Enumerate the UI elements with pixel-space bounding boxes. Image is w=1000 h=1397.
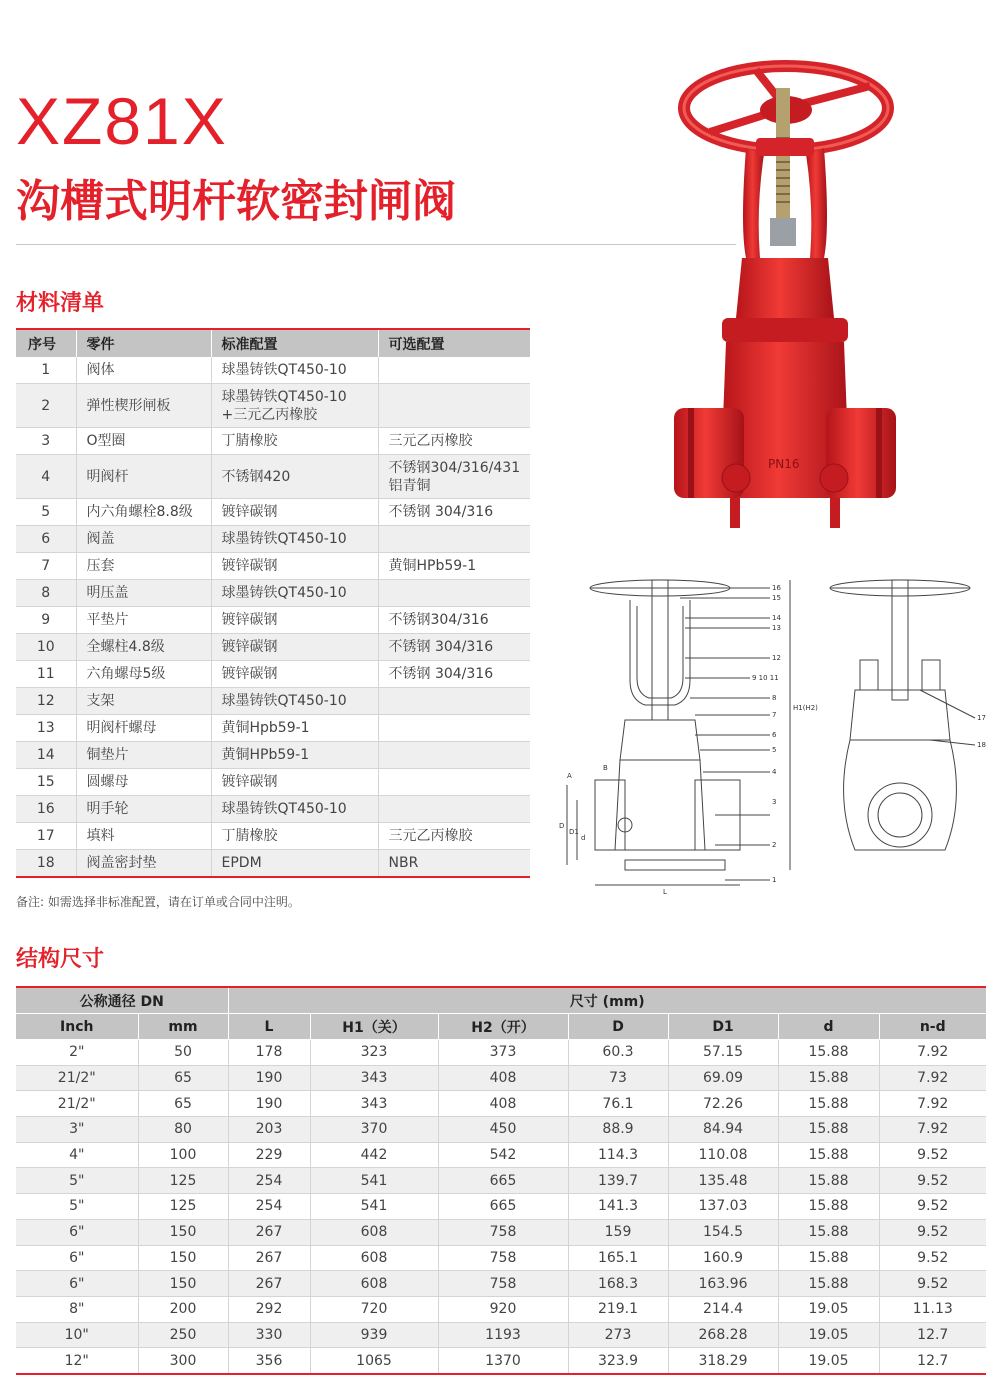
bom-cell-optional — [378, 688, 530, 715]
dims-cell: 254 — [228, 1168, 310, 1194]
bom-table — [16, 328, 530, 878]
dims-cell: 203 — [228, 1117, 310, 1143]
dims-col-d: d — [778, 1014, 879, 1040]
bom-cell-part: 内六角螺栓8.8级 — [76, 499, 211, 526]
bom-row — [16, 607, 530, 634]
dims-cell: 21/2" — [16, 1091, 138, 1117]
dims-cell: 190 — [228, 1065, 310, 1091]
dims-cell: 268.28 — [668, 1322, 778, 1348]
dims-cell: 154.5 — [668, 1219, 778, 1245]
bom-cell-optional — [378, 526, 530, 553]
dims-cell: 69.09 — [668, 1065, 778, 1091]
dims-cell: 15.88 — [778, 1142, 879, 1168]
dims-cell: 88.9 — [568, 1117, 668, 1143]
dims-cell: 267 — [228, 1245, 310, 1271]
dims-cell: 665 — [438, 1194, 568, 1220]
dims-cell: 442 — [310, 1142, 438, 1168]
dims-row — [16, 1219, 986, 1245]
dimensions-table — [16, 986, 986, 1375]
callout-9-10-11: 9 10 11 — [752, 674, 779, 682]
bom-cell-no: 4 — [16, 455, 76, 499]
dims-cell: 323.9 — [568, 1348, 668, 1374]
dims-cell: 159 — [568, 1219, 668, 1245]
dims-cell: 267 — [228, 1271, 310, 1297]
bom-section-title: 材料清单 — [16, 291, 105, 316]
dims-cell: 758 — [438, 1219, 568, 1245]
dims-cell: 190 — [228, 1091, 310, 1117]
bom-col-part: 零件 — [76, 329, 211, 357]
dims-row — [16, 1322, 986, 1348]
product-title: 沟槽式明杆软密封闸阀 — [16, 176, 456, 227]
dims-group-size: 尺寸 (mm) — [228, 987, 986, 1014]
dims-row — [16, 1091, 986, 1117]
dims-cell: 160.9 — [668, 1245, 778, 1271]
bom-cell-standard: 球墨铸铁QT450-10 — [211, 526, 378, 553]
dim-label-h: H1(H2) — [793, 704, 818, 712]
bom-row — [16, 661, 530, 688]
dims-row — [16, 1296, 986, 1322]
dims-cell: 7.92 — [879, 1040, 986, 1066]
bom-cell-part: 填料 — [76, 823, 211, 850]
dims-cell: 163.96 — [668, 1271, 778, 1297]
dims-col-n-d: n-d — [879, 1014, 986, 1040]
dim-label-d: D — [559, 822, 565, 830]
bom-cell-standard: 不锈钢420 — [211, 455, 378, 499]
dims-cell: 9.52 — [879, 1168, 986, 1194]
dims-row — [16, 1348, 986, 1374]
dims-group-dn: 公称通径 DN — [16, 987, 228, 1014]
bom-row — [16, 742, 530, 769]
bom-cell-optional: 不锈钢304/316/431 铝青铜 — [378, 455, 530, 499]
dim-label-d1: D1 — [569, 828, 579, 836]
dims-row — [16, 1117, 986, 1143]
dims-cell: 1193 — [438, 1322, 568, 1348]
dims-cell: 3" — [16, 1117, 138, 1143]
callout-17: 17 — [977, 714, 986, 722]
dims-cell: 370 — [310, 1117, 438, 1143]
technical-drawing — [555, 570, 985, 900]
bom-cell-standard: 镀锌碳钢 — [211, 607, 378, 634]
dims-cell: 15.88 — [778, 1040, 879, 1066]
dims-cell: 214.4 — [668, 1296, 778, 1322]
dims-cell: 110.08 — [668, 1142, 778, 1168]
bom-cell-standard: 镀锌碳钢 — [211, 499, 378, 526]
bom-cell-no: 9 — [16, 607, 76, 634]
dims-cell: 608 — [310, 1219, 438, 1245]
bom-row — [16, 688, 530, 715]
bom-row — [16, 357, 530, 384]
callout-4: 4 — [772, 768, 777, 776]
dims-cell: 72.26 — [668, 1091, 778, 1117]
dims-cell: 1370 — [438, 1348, 568, 1374]
dims-cell: 135.48 — [668, 1168, 778, 1194]
dims-cell: 356 — [228, 1348, 310, 1374]
body-mark: PN16 — [768, 457, 800, 471]
dims-col-l: L — [228, 1014, 310, 1040]
dims-cell: 50 — [138, 1040, 228, 1066]
bom-cell-part: 六角螺母5级 — [76, 661, 211, 688]
dims-cell: 200 — [138, 1296, 228, 1322]
bom-cell-standard: EPDM — [211, 850, 378, 878]
dims-cell: 343 — [310, 1065, 438, 1091]
bom-cell-no: 6 — [16, 526, 76, 553]
dims-cell: 542 — [438, 1142, 568, 1168]
bom-header-row — [16, 329, 530, 357]
dims-cell: 168.3 — [568, 1271, 668, 1297]
dims-cell: 57.15 — [668, 1040, 778, 1066]
dims-cell: 6" — [16, 1219, 138, 1245]
dims-cell: 15.88 — [778, 1168, 879, 1194]
dims-cell: 330 — [228, 1322, 310, 1348]
bom-cell-no: 5 — [16, 499, 76, 526]
bom-cell-standard: 丁腈橡胶 — [211, 428, 378, 455]
bom-row — [16, 634, 530, 661]
bom-row — [16, 769, 530, 796]
dims-cell: 150 — [138, 1271, 228, 1297]
dims-cell: 21/2" — [16, 1065, 138, 1091]
callout-6: 6 — [772, 731, 777, 739]
dims-cell: 300 — [138, 1348, 228, 1374]
bom-cell-no: 1 — [16, 357, 76, 384]
dims-cell: 720 — [310, 1296, 438, 1322]
bom-cell-part: 铜垫片 — [76, 742, 211, 769]
bom-cell-part: 阀盖密封垫 — [76, 850, 211, 878]
dims-cell: 343 — [310, 1091, 438, 1117]
bom-cell-standard: 球墨铸铁QT450-10 — [211, 688, 378, 715]
dims-cell: 7.92 — [879, 1091, 986, 1117]
dims-cell: 4" — [16, 1142, 138, 1168]
bom-cell-optional — [378, 580, 530, 607]
bom-cell-part: 阀盖 — [76, 526, 211, 553]
dims-cell: 318.29 — [668, 1348, 778, 1374]
dims-cell: 139.7 — [568, 1168, 668, 1194]
dims-cell: 7.92 — [879, 1065, 986, 1091]
dims-cell: 12" — [16, 1348, 138, 1374]
dims-col-mm: mm — [138, 1014, 228, 1040]
dims-cell: 60.3 — [568, 1040, 668, 1066]
bom-cell-part: 弹性楔形闸板 — [76, 384, 211, 428]
bom-cell-no: 10 — [16, 634, 76, 661]
callout-14: 14 — [772, 614, 781, 622]
dims-section-title: 结构尺寸 — [16, 947, 105, 972]
dims-cell: 15.88 — [778, 1271, 879, 1297]
bom-cell-no: 15 — [16, 769, 76, 796]
bom-cell-standard: 球墨铸铁QT450-10 — [211, 357, 378, 384]
bom-cell-optional: 不锈钢 304/316 — [378, 661, 530, 688]
bom-cell-part: 支架 — [76, 688, 211, 715]
dims-cell: 141.3 — [568, 1194, 668, 1220]
bom-cell-optional — [378, 357, 530, 384]
dims-row — [16, 1194, 986, 1220]
dims-cell: 9.52 — [879, 1271, 986, 1297]
dims-cell: 100 — [138, 1142, 228, 1168]
callout-12: 12 — [772, 654, 781, 662]
dims-cell: 19.05 — [778, 1296, 879, 1322]
bom-row — [16, 553, 530, 580]
callout-18: 18 — [977, 741, 986, 749]
dims-cell: 608 — [310, 1271, 438, 1297]
bom-cell-optional — [378, 769, 530, 796]
dims-cell: 137.03 — [668, 1194, 778, 1220]
bom-cell-standard: 丁腈橡胶 — [211, 823, 378, 850]
dims-cell: 292 — [228, 1296, 310, 1322]
callout-15: 15 — [772, 594, 781, 602]
callout-3: 3 — [772, 798, 777, 806]
dims-cell: 125 — [138, 1168, 228, 1194]
bom-cell-no: 18 — [16, 850, 76, 878]
bom-cell-part: 压套 — [76, 553, 211, 580]
bom-cell-standard: 球墨铸铁QT450-10 — [211, 580, 378, 607]
bom-cell-standard: 黄铜Hpb59-1 — [211, 715, 378, 742]
dims-cell: 665 — [438, 1168, 568, 1194]
dims-cell: 15.88 — [778, 1219, 879, 1245]
dims-row — [16, 1271, 986, 1297]
dims-cell: 758 — [438, 1245, 568, 1271]
dims-cell: 5" — [16, 1194, 138, 1220]
bom-cell-part: 明阀杆 — [76, 455, 211, 499]
dims-cell: 12.7 — [879, 1348, 986, 1374]
dims-cell: 15.88 — [778, 1117, 879, 1143]
dims-cell: 267 — [228, 1219, 310, 1245]
bom-cell-part: 明手轮 — [76, 796, 211, 823]
bom-cell-part: 平垫片 — [76, 607, 211, 634]
dims-header-row — [16, 1014, 986, 1040]
dims-cell: 273 — [568, 1322, 668, 1348]
bom-cell-standard: 镀锌碳钢 — [211, 661, 378, 688]
dims-row — [16, 1142, 986, 1168]
bom-row — [16, 384, 530, 428]
dims-cell: 219.1 — [568, 1296, 668, 1322]
dims-cell: 76.1 — [568, 1091, 668, 1117]
bom-cell-no: 14 — [16, 742, 76, 769]
bom-cell-optional — [378, 742, 530, 769]
bom-cell-part: 明阀杆螺母 — [76, 715, 211, 742]
dims-cell: 323 — [310, 1040, 438, 1066]
dims-cell: 450 — [438, 1117, 568, 1143]
dims-cell: 9.52 — [879, 1219, 986, 1245]
bom-cell-standard: 球墨铸铁QT450-10 +三元乙丙橡胶 — [211, 384, 378, 428]
dims-cell: 758 — [438, 1271, 568, 1297]
dims-cell: 9.52 — [879, 1245, 986, 1271]
bom-cell-part: 圆螺母 — [76, 769, 211, 796]
bom-cell-optional: 黄铜HPb59-1 — [378, 553, 530, 580]
bom-cell-optional: 不锈钢304/316 — [378, 607, 530, 634]
bom-col-optional: 可选配置 — [378, 329, 530, 357]
dims-cell: 408 — [438, 1091, 568, 1117]
bom-cell-optional: 三元乙丙橡胶 — [378, 428, 530, 455]
dims-col-d1: D1 — [668, 1014, 778, 1040]
dims-cell: 7.92 — [879, 1117, 986, 1143]
callout-8: 8 — [772, 694, 777, 702]
dims-cell: 19.05 — [778, 1322, 879, 1348]
bom-cell-no: 2 — [16, 384, 76, 428]
dims-cell: 15.88 — [778, 1091, 879, 1117]
dims-cell: 939 — [310, 1322, 438, 1348]
dims-cell: 15.88 — [778, 1194, 879, 1220]
dims-cell: 250 — [138, 1322, 228, 1348]
dims-cell: 15.88 — [778, 1245, 879, 1271]
bom-row — [16, 715, 530, 742]
bom-row — [16, 850, 530, 878]
dim-label-a: A — [567, 772, 572, 780]
bom-cell-no: 11 — [16, 661, 76, 688]
dims-cell: 9.52 — [879, 1194, 986, 1220]
callout-16: 16 — [772, 584, 781, 592]
bom-cell-optional: 不锈钢 304/316 — [378, 634, 530, 661]
dims-cell: 150 — [138, 1219, 228, 1245]
bom-cell-no: 17 — [16, 823, 76, 850]
dims-row — [16, 1245, 986, 1271]
bom-cell-no: 7 — [16, 553, 76, 580]
dims-cell: 125 — [138, 1194, 228, 1220]
dims-cell: 65 — [138, 1091, 228, 1117]
dims-cell: 114.3 — [568, 1142, 668, 1168]
dims-cell: 10" — [16, 1322, 138, 1348]
bom-row — [16, 580, 530, 607]
dims-cell: 9.52 — [879, 1142, 986, 1168]
callout-2: 2 — [772, 841, 777, 849]
bom-row — [16, 499, 530, 526]
dims-cell: 541 — [310, 1194, 438, 1220]
bom-cell-optional — [378, 796, 530, 823]
dims-cell: 254 — [228, 1194, 310, 1220]
dims-group-row — [16, 987, 986, 1014]
dims-row — [16, 1065, 986, 1091]
dims-cell: 19.05 — [778, 1348, 879, 1374]
bom-cell-optional: NBR — [378, 850, 530, 878]
bom-row — [16, 455, 530, 499]
dims-cell: 11.13 — [879, 1296, 986, 1322]
callout-13: 13 — [772, 624, 781, 632]
bom-col-no: 序号 — [16, 329, 76, 357]
dims-cell: 80 — [138, 1117, 228, 1143]
dims-cell: 2" — [16, 1040, 138, 1066]
bom-row — [16, 428, 530, 455]
dims-row — [16, 1040, 986, 1066]
dims-cell: 229 — [228, 1142, 310, 1168]
bom-cell-no: 12 — [16, 688, 76, 715]
bom-cell-standard: 球墨铸铁QT450-10 — [211, 796, 378, 823]
bom-cell-optional — [378, 715, 530, 742]
bom-cell-no: 3 — [16, 428, 76, 455]
dims-cell: 373 — [438, 1040, 568, 1066]
dims-col-h2: H2（开） — [438, 1014, 568, 1040]
model-number: XZ81X — [16, 84, 228, 158]
bom-cell-optional: 三元乙丙橡胶 — [378, 823, 530, 850]
bom-cell-part: 全螺柱4.8级 — [76, 634, 211, 661]
bom-cell-standard: 黄铜HPb59-1 — [211, 742, 378, 769]
bom-cell-optional: 不锈钢 304/316 — [378, 499, 530, 526]
bom-cell-no: 8 — [16, 580, 76, 607]
dims-cell: 15.88 — [778, 1065, 879, 1091]
bom-cell-standard: 镀锌碳钢 — [211, 769, 378, 796]
dims-col-h1: H1（关） — [310, 1014, 438, 1040]
dim-label-l: L — [663, 888, 667, 896]
bom-row — [16, 823, 530, 850]
dim-label-small-d: d — [581, 834, 586, 842]
dims-cell: 6" — [16, 1245, 138, 1271]
dims-cell: 178 — [228, 1040, 310, 1066]
bom-cell-optional — [378, 384, 530, 428]
bom-col-standard: 标准配置 — [211, 329, 378, 357]
bom-cell-no: 16 — [16, 796, 76, 823]
dims-cell: 608 — [310, 1245, 438, 1271]
dims-cell: 12.7 — [879, 1322, 986, 1348]
valve-photo — [660, 58, 900, 538]
bom-cell-standard: 镀锌碳钢 — [211, 553, 378, 580]
dims-cell: 408 — [438, 1065, 568, 1091]
dims-cell: 65 — [138, 1065, 228, 1091]
callout-5: 5 — [772, 746, 777, 754]
dims-cell: 150 — [138, 1245, 228, 1271]
bom-cell-part: 阀体 — [76, 357, 211, 384]
dims-row — [16, 1168, 986, 1194]
bom-cell-part: O型圈 — [76, 428, 211, 455]
bom-cell-no: 13 — [16, 715, 76, 742]
dims-cell: 5" — [16, 1168, 138, 1194]
dims-cell: 6" — [16, 1271, 138, 1297]
dim-label-b: B — [603, 764, 608, 772]
bom-row — [16, 796, 530, 823]
dims-cell: 541 — [310, 1168, 438, 1194]
dims-cell: 84.94 — [668, 1117, 778, 1143]
dims-cell: 73 — [568, 1065, 668, 1091]
dims-col-inch: Inch — [16, 1014, 138, 1040]
bom-row — [16, 526, 530, 553]
dims-cell: 165.1 — [568, 1245, 668, 1271]
callout-1: 1 — [772, 876, 777, 884]
title-divider — [16, 244, 736, 245]
bom-cell-standard: 镀锌碳钢 — [211, 634, 378, 661]
dims-cell: 8" — [16, 1296, 138, 1322]
dims-cell: 1065 — [310, 1348, 438, 1374]
dims-col-d-outer: D — [568, 1014, 668, 1040]
dims-cell: 920 — [438, 1296, 568, 1322]
callout-7: 7 — [772, 711, 777, 719]
bom-note: 备注: 如需选择非标准配置，请在订单或合同中注明。 — [16, 895, 300, 909]
bom-cell-part: 明压盖 — [76, 580, 211, 607]
